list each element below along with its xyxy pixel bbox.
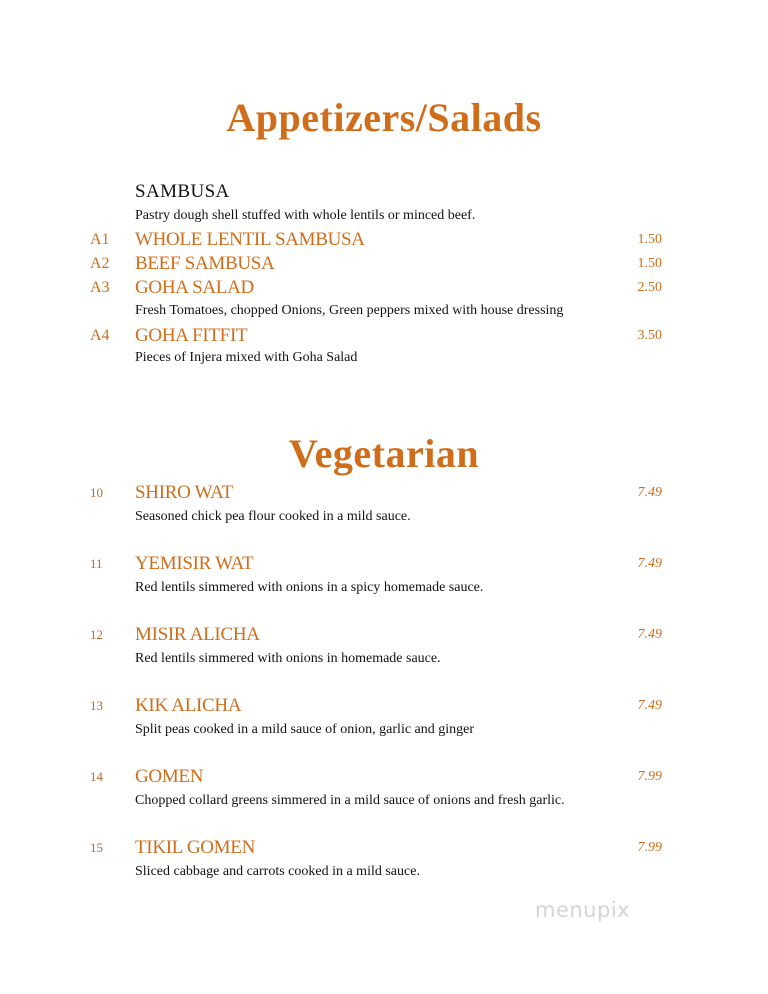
item-name: BEEF SAMBUSA — [135, 253, 275, 274]
sambusa-group-heading: SAMBUSA — [135, 181, 230, 202]
menu-item-15 — [0, 836, 768, 860]
item-desc-a3: Fresh Tomatoes, chopped Onions, Green peppers mixed with house dressing — [135, 303, 564, 318]
vegetarian-title: Vegetarian — [288, 431, 480, 476]
item-code: 11 — [90, 556, 103, 571]
item-code: 15 — [90, 840, 103, 855]
menu-item-13 — [0, 694, 768, 718]
item-desc-13: Split peas cooked in a mild sauce of onion, garlic and ginger — [135, 722, 475, 737]
item-code: A3 — [90, 279, 110, 296]
item-price: 7.49 — [637, 627, 662, 642]
item-name: GOHA SALAD — [135, 277, 254, 298]
item-desc-11: Red lentils simmered with onions in a spicy homemade sauce. — [135, 580, 484, 595]
item-price: 7.49 — [637, 556, 662, 571]
item-price: 7.49 — [637, 485, 662, 500]
menu-item-a2 — [0, 252, 768, 276]
item-desc-14: Chopped collard greens simmered in a mild sauce of onions and fresh garlic. — [135, 793, 565, 808]
item-code: A4 — [90, 327, 110, 344]
item-name: GOHA FITFIT — [135, 325, 248, 346]
sambusa-group-heading-row — [0, 180, 768, 204]
item-name: SHIRO WAT — [135, 482, 233, 503]
item-price: 7.99 — [637, 840, 662, 855]
item-price: 7.49 — [637, 698, 662, 713]
item-price: 1.50 — [637, 256, 662, 271]
item-name: KIK ALICHA — [135, 695, 242, 716]
item-desc-a4: Pieces of Injera mixed with Goha Salad — [135, 350, 358, 365]
menu-item-11 — [0, 552, 768, 576]
menupix-watermark: menupix — [535, 898, 631, 922]
item-code: A2 — [90, 255, 110, 272]
item-code: 10 — [90, 485, 103, 500]
item-desc-10: Seasoned chick pea flour cooked in a mild sauce. — [135, 509, 411, 524]
item-price: 2.50 — [637, 280, 662, 295]
item-name: MISIR ALICHA — [135, 624, 260, 645]
menu-item-a1 — [0, 228, 768, 252]
menu-item-a3 — [0, 276, 768, 300]
sambusa-group-desc: Pastry dough shell stuffed with whole lentils or minced beef. — [135, 208, 476, 223]
item-price: 7.99 — [637, 769, 662, 784]
item-price: 1.50 — [637, 232, 662, 247]
item-name: TIKIL GOMEN — [135, 837, 255, 858]
item-desc-12: Red lentils simmered with onions in homemade sauce. — [135, 651, 441, 666]
menu-item-14 — [0, 765, 768, 789]
item-name: WHOLE LENTIL SAMBUSA — [135, 229, 365, 250]
item-code: 12 — [90, 627, 103, 642]
item-price: 3.50 — [637, 328, 662, 343]
item-name: GOMEN — [135, 766, 204, 787]
item-code: 14 — [90, 769, 103, 784]
item-desc-15: Sliced cabbage and carrots cooked in a mild sauce. — [135, 864, 420, 879]
menu-item-12 — [0, 623, 768, 647]
appetizers-title: Appetizers/Salads — [226, 95, 542, 140]
item-code: 13 — [90, 698, 103, 713]
item-code: A1 — [90, 231, 110, 248]
menu-item-a4 — [0, 324, 768, 348]
menu-item-10 — [0, 481, 768, 505]
item-name: YEMISIR WAT — [135, 553, 254, 574]
